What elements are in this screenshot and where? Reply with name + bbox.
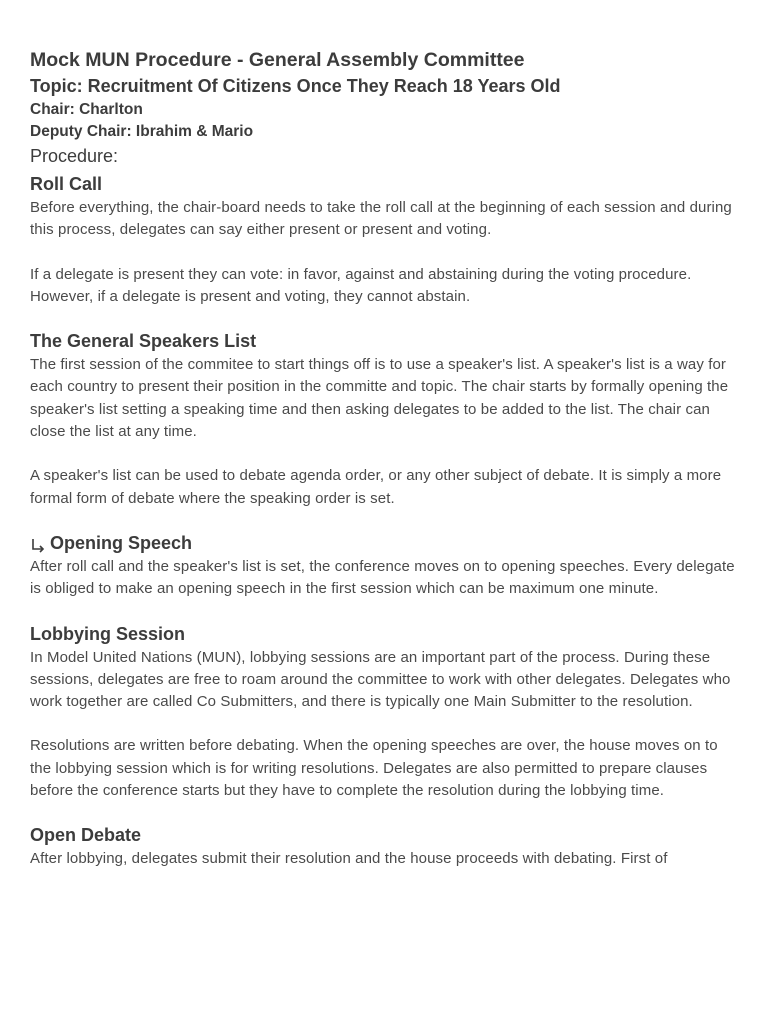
document-title: Mock MUN Procedure - General Assembly Committee — [30, 49, 525, 71]
heading-lobbying: Lobbying Session — [30, 623, 186, 644]
subdirectory-arrow-icon — [30, 534, 46, 550]
heading-open-debate: Open Debate — [30, 825, 142, 846]
roll-call-paragraph-1: Before everything, the chair-board needs to take the roll call at the beginning of each session and during this process, delegates can say either present or present and voting. — [30, 199, 732, 239]
heading-speakers-list: The General Speakers List — [30, 331, 257, 352]
chair-line: Chair: Charlton — [30, 101, 143, 118]
lobbying-paragraph-1: In Model United Nations (MUN), lobbying sessions are an important part of the process. During these sessions, delegates are free to roam around the committee to work with other delegates. Delegates who work together are called Co Submitters, and there is typically one Main Submitter to the resolution. — [30, 648, 731, 711]
speakers-list-paragraph-2: A speaker's list can be used to debate agenda order, or any other subject of debate. It is simply a more formal form of debate where the speaking order is set. — [30, 467, 722, 507]
open-debate-paragraph-1: After lobbying, delegates submit their resolution and the house proceeds with debating. First of — [30, 850, 668, 868]
speakers-list-paragraph-1: The first session of the commitee to start things off is to use a speaker's list. A speaker's list is a way for each country to present their position in the committe and topic. The chair starts by formally opening the speaker's list setting a speaking time and then asking delegates to be added to the list. The chair can close the list at any time. — [30, 356, 729, 441]
roll-call-paragraph-2: If a delegate is present they can vote: in favor, against and abstaining during the voting procedure. However, if a delegate is present and voting, they cannot abstain. — [30, 265, 692, 305]
heading-roll-call: Roll Call — [30, 174, 103, 194]
heading-opening-speech: Opening Speech — [50, 532, 193, 553]
document-topic: Topic: Recruitment Of Citizens Once They Reach 18 Years Old — [30, 76, 561, 96]
heading-opening-speech-row — [30, 530, 738, 556]
deputy-chair-line: Deputy Chair: Ibrahim & Mario — [30, 123, 254, 140]
opening-speech-paragraph-1: After roll call and the speaker's list is set, the conference moves on to opening speeches. Every delegate is obliged to make an opening speech in the first session which can be maximum one minute. — [30, 557, 735, 598]
procedure-label: Procedure: — [30, 146, 119, 166]
lobbying-paragraph-2: Resolutions are written before debating. When the opening speeches are over, the house moves on to the lobbying session which is for writing resolutions. Delegates are also permitted to prepare clauses before the conference starts but they have to complete the resolution during the lobbying time. — [30, 737, 718, 800]
